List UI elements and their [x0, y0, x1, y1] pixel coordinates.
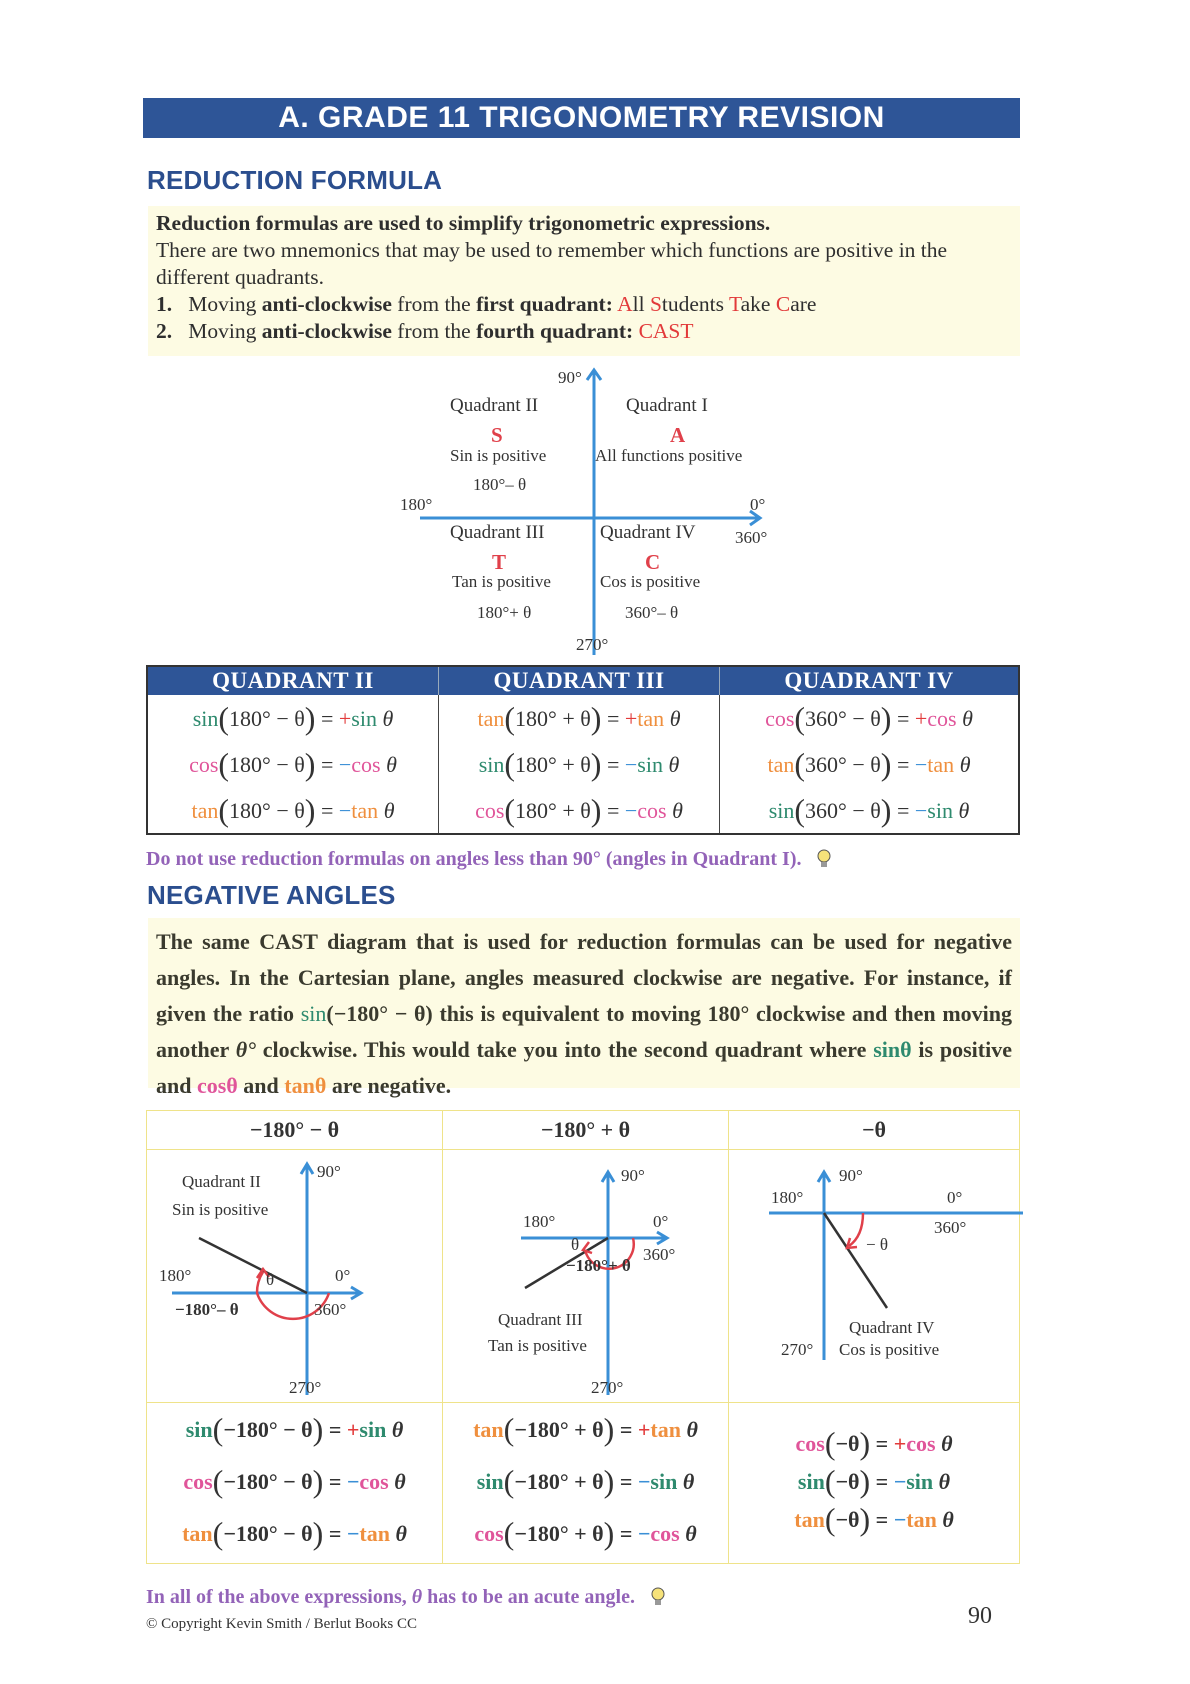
table-row	[147, 695, 1019, 741]
result-function: sin	[906, 1469, 934, 1494]
function-name: cos	[183, 1469, 213, 1494]
equation: tan(−θ) = −tan θ	[794, 1501, 954, 1537]
sign: −	[637, 1521, 651, 1546]
result-function: tan	[637, 705, 665, 731]
table-cell	[147, 787, 439, 834]
quadrant-3-formula: 180°+ θ	[477, 603, 532, 622]
angle-360-label: 360°	[643, 1245, 676, 1264]
sign: −	[637, 1469, 651, 1494]
equation: sin(−θ) = −sin θ	[797, 1463, 951, 1499]
note-text: In all of the above expressions,	[146, 1586, 412, 1608]
quadrant-3-name: Quadrant III	[450, 522, 545, 543]
mnemonic-2	[156, 318, 1012, 345]
sign: −	[338, 797, 352, 823]
table-cell	[439, 787, 720, 834]
equation: cos(360° − θ) = +cos θ	[765, 699, 973, 736]
quadrant-4-name: Quadrant IV	[600, 522, 696, 543]
mnemonic-rest: tudents	[661, 292, 729, 316]
sign: +	[637, 1417, 651, 1442]
theta-label: θ	[266, 1270, 275, 1289]
neg-equation-row	[729, 1424, 1019, 1462]
result-function: sin	[351, 705, 377, 731]
sign: +	[624, 705, 638, 731]
negative-intro-text	[156, 924, 1012, 1104]
table-cell	[439, 741, 720, 787]
equation: tan(−180° + θ) = +tan θ	[473, 1411, 698, 1447]
angle-360-label: 360°	[735, 528, 768, 547]
angle-360-label: 360°	[934, 1218, 967, 1237]
function-name: cos	[795, 1431, 825, 1456]
table-cell	[439, 695, 720, 741]
quadrant-2-name: Quadrant II	[450, 395, 539, 416]
mnemonic-2-b2: fourth quadrant:	[476, 319, 634, 343]
quadrant-1-name: Quadrant I	[626, 395, 708, 416]
angle-0-label: 0°	[335, 1266, 351, 1285]
argument: −180° + θ	[514, 1469, 604, 1494]
text-run: tanθ	[284, 1073, 327, 1098]
neg-diagram-2-desc: Tan is positive	[488, 1336, 587, 1355]
equation: tan(360° − θ) = −tan θ	[767, 745, 971, 782]
arc-label: − θ	[866, 1235, 888, 1254]
reduction-formula-table	[146, 665, 1020, 835]
quadrant-4-desc: Cos is positive	[600, 572, 701, 591]
quadrant-4-letter: C	[645, 550, 661, 574]
table-header: QUADRANT III	[439, 666, 720, 695]
cast-axes-icon	[380, 360, 800, 660]
argument: −180° − θ	[223, 1469, 313, 1494]
mnemonic-1	[156, 291, 1012, 318]
negative-intro-box	[148, 918, 1020, 1098]
text-run: is positive and	[156, 1037, 1012, 1098]
quadrant-2-letter: S	[491, 423, 503, 447]
equation: tan(−180° − θ) = −tan θ	[182, 1515, 407, 1551]
argument: −180° − θ	[223, 1521, 313, 1546]
mnemonic-1-pre: Moving	[188, 292, 262, 316]
angle-360-label: 360°	[314, 1300, 347, 1319]
argument: 180° − θ	[229, 705, 305, 731]
result-function: sin	[637, 751, 663, 777]
function-name: sin	[768, 797, 795, 823]
angle-90-label: 90°	[621, 1166, 645, 1185]
note-text: has to be an acute angle.	[422, 1586, 635, 1608]
neg-diagram-2-axes-icon	[443, 1150, 728, 1402]
function-name: tan	[794, 1507, 825, 1532]
result-function: tan	[650, 1417, 681, 1442]
mnemonic-cap-a: A	[617, 292, 633, 316]
sign: −	[346, 1469, 360, 1494]
text-run: and	[237, 1073, 285, 1098]
argument: −θ	[835, 1507, 860, 1532]
function-name: sin	[192, 705, 219, 731]
angle-0-label: 0°	[750, 495, 766, 514]
neg-equations-2	[443, 1403, 729, 1564]
result-function: cos	[359, 1469, 389, 1494]
neg-equation-row	[729, 1462, 1019, 1500]
lightbulb-icon	[816, 849, 832, 869]
equation: cos(180° − θ) = −cos θ	[189, 745, 397, 782]
table-cell	[720, 787, 1020, 834]
function-name: cos	[189, 751, 219, 777]
result-function: tan	[906, 1507, 937, 1532]
reduction-intro-box	[148, 206, 1020, 356]
argument: −180° + θ	[514, 1417, 604, 1442]
result-function: cos	[351, 751, 381, 777]
neg-equations-3	[729, 1403, 1020, 1564]
function-name: sin	[797, 1469, 825, 1494]
function-name: cos	[475, 797, 505, 823]
table-header: QUADRANT II	[147, 666, 439, 695]
neg-equation-row	[147, 1507, 442, 1559]
argument: −θ	[835, 1469, 860, 1494]
copyright: © Copyright Kevin Smith / Berlut Books CC	[146, 1616, 417, 1632]
text-run: cosθ	[196, 1073, 238, 1098]
argument: 360° − θ	[805, 797, 881, 823]
result-function: tan	[359, 1521, 390, 1546]
function-name: cos	[765, 705, 795, 731]
lightbulb-icon	[650, 1587, 666, 1607]
neg-diagram-3	[729, 1150, 1020, 1403]
intro-text: There are two mnemonics that may be used to remember which functions are positive in the different quadrants.	[156, 238, 948, 289]
angle-0-label: 0°	[947, 1188, 963, 1207]
argument: −180° − θ	[223, 1417, 313, 1442]
mnemonic-1-b1: anti-clockwise	[261, 292, 392, 316]
angle-270-label: 270°	[781, 1340, 814, 1359]
argument: 180° − θ	[229, 751, 305, 777]
mnemonic-cast: CAST	[638, 319, 694, 343]
mnemonic-2-mid: from the	[391, 319, 477, 343]
quadrant-1-desc: All functions positive	[595, 446, 743, 465]
result-function: cos	[637, 797, 667, 823]
result-function: tan	[927, 751, 955, 777]
equation: sin(180° − θ) = +sin θ	[192, 699, 394, 736]
arc-label: −180°– θ	[175, 1300, 239, 1319]
equation: sin(180° + θ) = −sin θ	[478, 745, 680, 782]
angle-270-label: 270°	[289, 1378, 322, 1397]
equation: cos(−θ) = +cos θ	[795, 1425, 953, 1461]
angle-270-label: 270°	[591, 1378, 624, 1397]
section-heading-reduction: REDUCTION FORMULA	[147, 165, 443, 195]
sign: −	[624, 797, 638, 823]
angle-180-label: 180°	[771, 1188, 804, 1207]
note-theta: θ	[411, 1586, 423, 1608]
sign: +	[338, 705, 352, 731]
quadrant-1-letter: A	[670, 423, 686, 447]
angle-90-label: 90°	[558, 368, 582, 387]
table-cell	[147, 695, 439, 741]
text-run: (−180° − θ)	[326, 1001, 433, 1026]
sign: +	[893, 1431, 907, 1456]
neg-equation-row	[147, 1403, 442, 1455]
argument: −180° + θ	[514, 1521, 604, 1546]
theta-label: θ	[571, 1235, 580, 1254]
sign: −	[893, 1507, 907, 1532]
function-name: sin	[476, 1469, 504, 1494]
argument: 360° − θ	[805, 751, 881, 777]
table-row	[147, 787, 1019, 834]
equation: sin(360° − θ) = −sin θ	[768, 791, 970, 828]
neg-diagram-1-quadrant: Quadrant II	[182, 1172, 261, 1191]
mnemonic-rest: ake	[740, 292, 776, 316]
equation: tan(180° + θ) = +tan θ	[477, 699, 681, 736]
equation: cos(−180° + θ) = −cos θ	[474, 1515, 697, 1551]
mnemonic-2-pre: Moving	[188, 319, 262, 343]
angle-180-label: 180°	[523, 1212, 556, 1231]
equation: cos(−180° − θ) = −cos θ	[183, 1463, 406, 1499]
table-cell	[147, 741, 439, 787]
angle-0-label: 0°	[653, 1212, 669, 1231]
angle-90-label: 90°	[839, 1166, 863, 1185]
section-heading-negative: NEGATIVE ANGLES	[147, 880, 396, 910]
result-function: sin	[650, 1469, 678, 1494]
result-function: cos	[927, 705, 957, 731]
sign: −	[914, 797, 928, 823]
mnemonic-rest: ll	[632, 292, 650, 316]
mnemonic-1-mid: from the	[391, 292, 477, 316]
mnemonic-1-b2: first quadrant:	[476, 292, 613, 316]
text-run: clockwise. This would take you into the second quadrant where	[255, 1037, 874, 1062]
table-row	[147, 741, 1019, 787]
neg-equation-row	[729, 1500, 1019, 1538]
equation: sin(−180° − θ) = +sin θ	[185, 1411, 404, 1447]
sign: −	[346, 1521, 360, 1546]
result-function: sin	[359, 1417, 387, 1442]
reduction-warning-text: Do not use reduction formulas on angles less than 90° (angles in Quadrant I).	[146, 848, 802, 870]
result-function: cos	[906, 1431, 936, 1456]
function-name: tan	[191, 797, 219, 823]
argument: 180° − θ	[229, 797, 305, 823]
function-name: cos	[474, 1521, 504, 1546]
text-run: sin	[300, 1001, 327, 1026]
table-header: QUADRANT IV	[720, 666, 1020, 695]
negative-angles-table	[146, 1110, 1020, 1564]
neg-equation-row	[147, 1455, 442, 1507]
table-cell	[720, 695, 1020, 741]
function-name: sin	[185, 1417, 213, 1442]
quadrant-2-desc: Sin is positive	[450, 446, 547, 465]
acute-angle-note	[146, 1586, 666, 1609]
cast-diagram	[380, 360, 800, 660]
neg-equation-row	[443, 1403, 728, 1455]
neg-col-header: −180° + θ	[443, 1111, 729, 1150]
mnemonic-cap-c: C	[775, 292, 791, 316]
quadrant-3-letter: T	[492, 550, 507, 574]
angle-180-label: 180°	[400, 495, 433, 514]
reduction-warning	[146, 848, 832, 871]
neg-equation-row	[443, 1507, 728, 1559]
argument: 180° + θ	[515, 797, 591, 823]
arc-label: −180°+ θ	[566, 1256, 631, 1275]
result-function: cos	[650, 1521, 680, 1546]
mnemonic-rest: are	[790, 292, 817, 316]
argument: 180° + θ	[515, 751, 591, 777]
page-number: 90	[968, 1603, 992, 1629]
angle-270-label: 270°	[576, 635, 609, 654]
neg-diagram-1-desc: Sin is positive	[172, 1200, 269, 1219]
intro-bold-text: Reduction formulas are used to simplify trigonometric expressions.	[156, 211, 771, 235]
neg-diagram-3-desc: Cos is positive	[839, 1340, 940, 1359]
text-run: sinθ	[873, 1037, 912, 1062]
quadrant-2-formula: 180°– θ	[473, 475, 527, 494]
text-run: this is equivalent to moving 180° clockwise and then moving another	[156, 1001, 1012, 1062]
mnemonic-2-num: 2.	[156, 319, 173, 343]
neg-diagram-2-quadrant: Quadrant III	[498, 1310, 583, 1329]
mnemonic-cap-t: T	[729, 292, 741, 316]
text-run: θ°	[235, 1037, 256, 1062]
result-function: tan	[351, 797, 379, 823]
equation: sin(−180° + θ) = −sin θ	[476, 1463, 695, 1499]
function-name: tan	[182, 1521, 213, 1546]
sign: −	[893, 1469, 907, 1494]
table-cell	[720, 741, 1020, 787]
neg-col-header: −θ	[729, 1111, 1020, 1150]
neg-col-header: −180° − θ	[147, 1111, 443, 1150]
equation: cos(180° + θ) = −cos θ	[475, 791, 683, 828]
page-banner-title: A. GRADE 11 TRIGONOMETRY REVISION	[143, 98, 1020, 138]
argument: −θ	[835, 1431, 860, 1456]
sign: +	[914, 705, 928, 731]
text-run: The same CAST diagram that is used for reduction formulas can be used for negative angles. In the Cartesian plane, angles measured clockwise are negative. For instance, if given the ratio	[156, 929, 1012, 1026]
neg-diagram-1	[147, 1150, 443, 1403]
function-name: tan	[477, 705, 505, 731]
mnemonic-2-b1: anti-clockwise	[261, 319, 392, 343]
quadrant-3-desc: Tan is positive	[452, 572, 551, 591]
neg-diagram-2	[443, 1150, 729, 1403]
function-name: tan	[473, 1417, 504, 1442]
angle-90-label: 90°	[317, 1162, 341, 1181]
equation: tan(180° − θ) = −tan θ	[191, 791, 395, 828]
quadrant-4-formula: 360°– θ	[625, 603, 679, 622]
result-function: sin	[927, 797, 953, 823]
text-run: are negative.	[326, 1073, 452, 1098]
function-name: tan	[767, 751, 795, 777]
neg-diagram-3-quadrant: Quadrant IV	[849, 1318, 935, 1337]
sign: −	[914, 751, 928, 777]
angle-180-label: 180°	[159, 1266, 192, 1285]
neg-equations-1	[147, 1403, 443, 1564]
function-name: sin	[478, 751, 505, 777]
sign: −	[624, 751, 638, 777]
argument: 360° − θ	[805, 705, 881, 731]
mnemonic-1-num: 1.	[156, 292, 173, 316]
sign: −	[338, 751, 352, 777]
sign: +	[346, 1417, 360, 1442]
argument: 180° + θ	[515, 705, 591, 731]
neg-equation-row	[443, 1455, 728, 1507]
mnemonic-cap-s: S	[649, 292, 662, 316]
